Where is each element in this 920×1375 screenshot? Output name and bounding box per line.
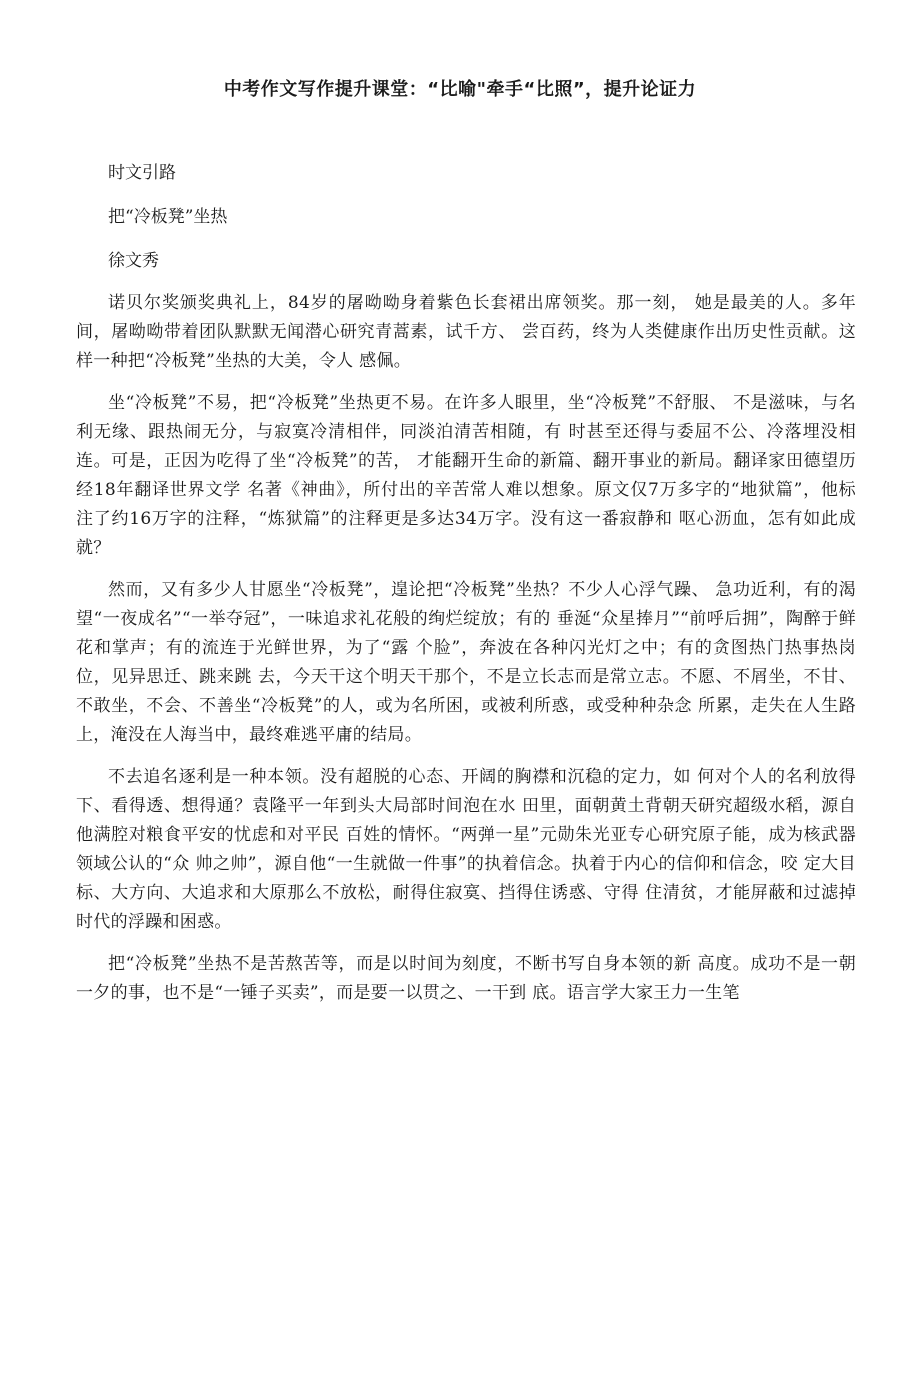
- author-name: 徐文秀: [108, 251, 159, 271]
- article-body: [76, 289, 856, 1021]
- section-label: 时文引路: [108, 163, 176, 183]
- paragraph: 坐“冷板凳”不易，把“冷板凳”坐热更不易。在许多人眼里，坐“冷板凳”不舒服、 不是滋味，与名利无缘、跟热闹无分，与寂寞冷清相伴，同淡泊清苦相随，有 时甚至还得与委屈不公、冷落埋没相连。可是，正因为吃得了坐“冷板凳”的苦， 才能翻开生命的新篇、翻开事业的新局。翻译家田德望历经18年翻译世界文学 名著《神曲》，所付出的辛苦常人难以想象。原文仅7万多字的“地狱篇”，他标 注了约16万字的注释，“炼狱篇”的注释更是多达34万字。没有这一番寂静和 呕心沥血，怎有如此成就？: [76, 393, 856, 558]
- paragraph: 不去追名逐利是一种本领。没有超脱的心态、开阔的胸襟和沉稳的定力，如 何对个人的名利放得下、看得透、想得通？袁隆平一年到头大局部时间泡在水 田里，面朝黄土背朝天研究超级水稻，源自他满腔对粮食平安的忧虑和对平民 百姓的情怀。“两弹一星”元勋朱光亚专心研究原子能，成为核武器领域公认的“众 帅之帅”，源自他“一生就做一件事”的执着信念。执着于内心的信仰和信念，咬 定大目标、大方向、大追求和大原那么不放松，耐得住寂寞、挡得住诱惑、守得 住清贫，才能屏蔽和过滤掉时代的浮躁和困惑。: [76, 767, 856, 932]
- paragraph: 诺贝尔奖颁奖典礼上，84岁的屠呦呦身着紫色长套裙出席领奖。那一刻， 她是最美的人。多年间，屠呦呦带着团队默默无闻潜心研究青蒿素，试千方、 尝百药，终为人类健康作出历史性贡献。这样一种把“冷板凳”坐热的大美，令人 感佩。: [76, 293, 856, 371]
- paragraph: 把“冷板凳”坐热不是苦熬苦等，而是以时间为刻度，不断书写自身本领的新 高度。成功不是一朝一夕的事，也不是“一锤子买卖”，而是要一以贯之、一干到 底。语言学大家王力一生笔: [76, 954, 856, 1003]
- paragraph: 然而，又有多少人甘愿坐“冷板凳”，遑论把“冷板凳”坐热？不少人心浮气躁、 急功近利，有的渴望“一夜成名”“一举夺冠”，一味追求礼花般的绚烂绽放；有的 垂涎“众星捧月”“前呼后拥”，陶醉于鲜花和掌声；有的流连于光鲜世界，为了“露 个脸”，奔波在各种闪光灯之中；有的贪图热门热事热岗位，见异思迁、跳来跳 去，今天干这个明天干那个，不是立长志而是常立志。不愿、不屑坐，不甘、 不敢坐，不会、不善坐“冷板凳”的人，或为名所困，或被利所惑，或受种种杂念 所累，走失在人生路上，淹没在人海当中，最终难逃平庸的结局。: [76, 580, 856, 745]
- article-title: 把“冷板凳”坐热: [108, 207, 228, 227]
- document-title: 中考作文写作提升课堂：“比喻"牵手“比照”，提升论证力: [223, 79, 697, 100]
